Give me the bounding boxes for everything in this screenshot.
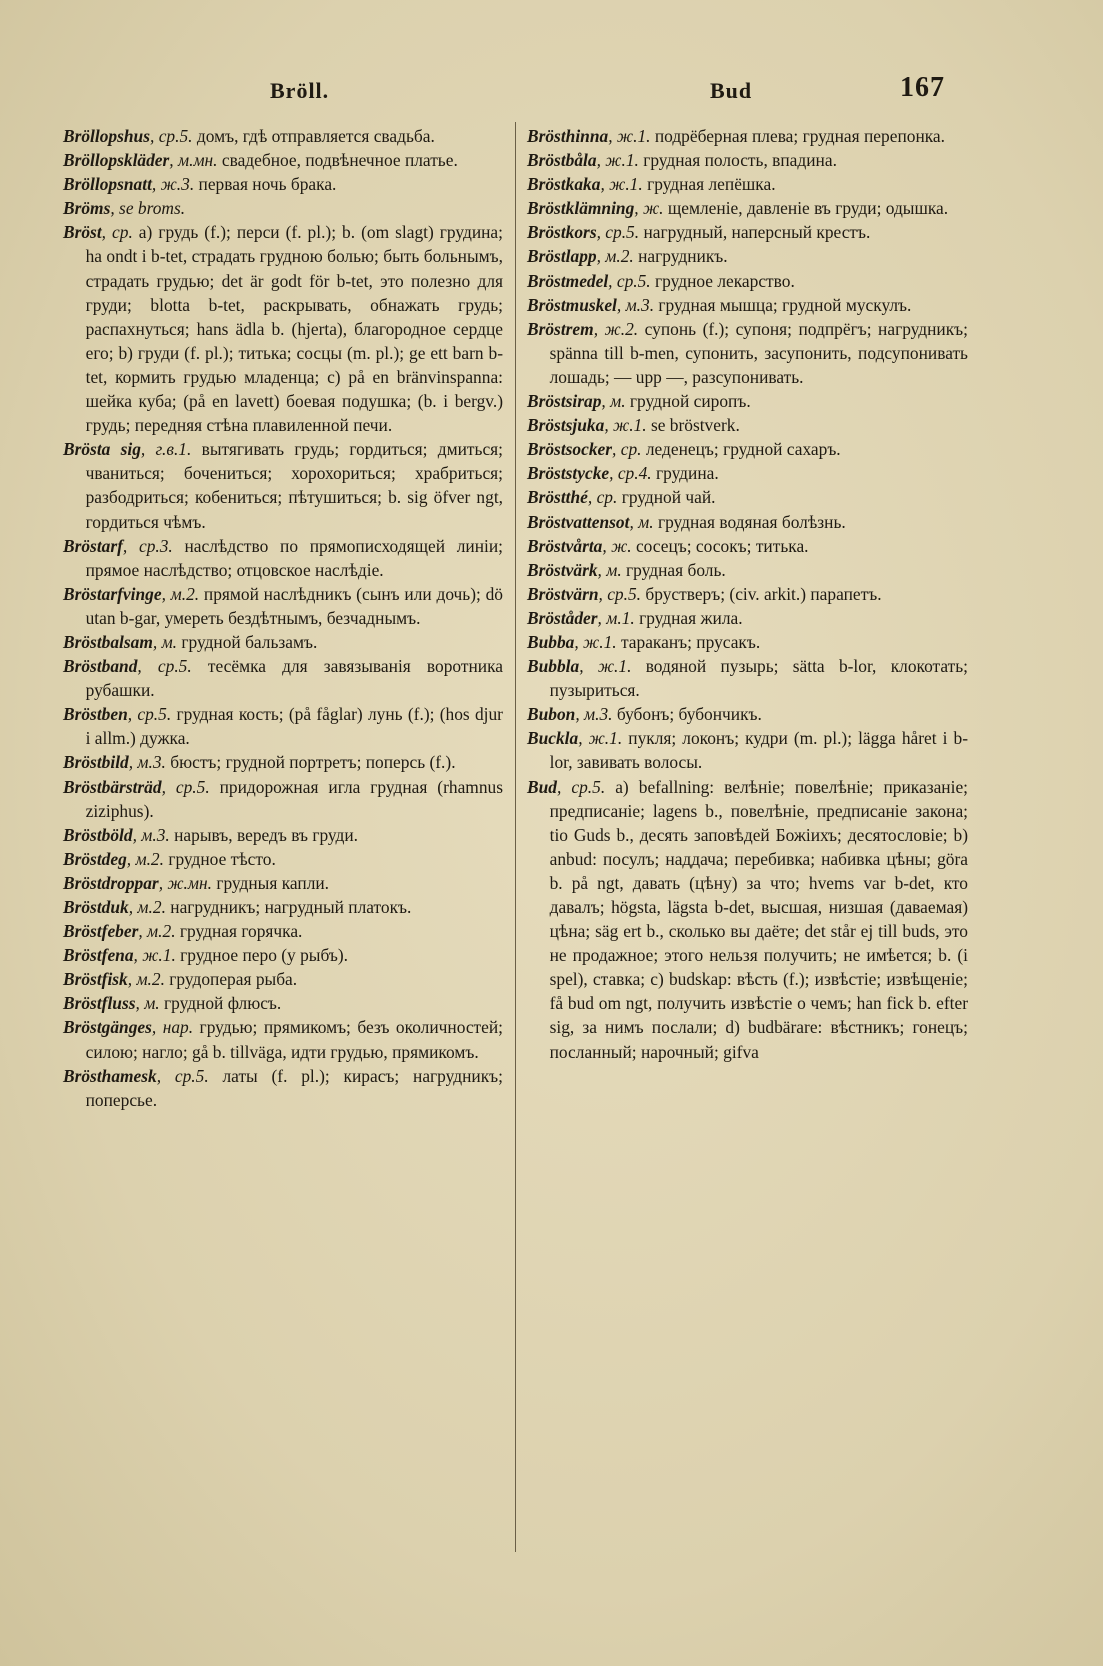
headword: Bröstarfvinge	[63, 583, 162, 604]
grammar-label: , ж.1.	[600, 174, 643, 195]
grammar-label: , м.3.	[616, 294, 655, 315]
dictionary-entry	[63, 1015, 503, 1063]
definition: грудная мышца; грудной мускулъ.	[654, 294, 912, 315]
headword: Bröstfisk	[63, 969, 128, 990]
right-column	[527, 124, 968, 1064]
headword: Bröstthé	[527, 487, 588, 508]
definition: водяной пузырь; sätta b-lor, клокотать; пузыриться.	[549, 656, 968, 701]
left-guide-word: Bröll.	[270, 78, 330, 103]
definition: брустверъ; (civ. arkit.) парапетъ.	[641, 583, 882, 604]
definition: супонь (f.); супоня; подпрёгъ; нагрудникъ; spänna till b-men, супонить, засупонить, подсупонивать лошадь; — upp —, разсупонивать.	[549, 318, 968, 387]
headword: Bröms	[63, 198, 111, 219]
definition: сосецъ; сосокъ; титька.	[631, 535, 809, 556]
headword: Bröstgänges	[63, 1017, 152, 1038]
dictionary-entry	[63, 847, 503, 871]
grammar-label: , ср.3.	[122, 535, 173, 556]
headword: Bröstfena	[63, 945, 134, 966]
dictionary-entry	[63, 1064, 503, 1112]
dictionary-entry	[527, 461, 968, 485]
definition: a) грудь (f.); перси (f. pl.); b. (om slagt) грудина; ha ondt i b-tet, страдать грудною болью; быть больнымъ, страдать грудью; det är godt för b-tet, это полезно для груди; blotta b-tet, раскрывать, обнажать грудь; распахнуться; hans ädla b. (hjerta), благородное сердце его; b) груди (f. pl.); титька; сосцы (m. pl.); ge ett barn b-tet, кормить грудью младенца; c) på en bränvinspanna: шейка куба; (på en lavett) боевая подушка; (b. i bergv.) грудь; передняя стѣна плавиленной печи.	[85, 222, 503, 436]
headword: Brösthamesk	[63, 1065, 157, 1086]
grammar-label: , м.	[629, 511, 654, 532]
dictionary-entry	[63, 702, 503, 750]
headword: Bröllopskläder	[63, 150, 170, 171]
headword: Bröstböld	[63, 824, 133, 845]
dictionary-entry	[63, 967, 503, 991]
definition: тараканъ; прусакъ.	[616, 631, 761, 652]
dictionary-entry	[63, 196, 503, 220]
dictionary-entry	[63, 775, 503, 823]
definition: грудная кость; (på fåglar) лунь (f.); (hos djur i allm.) дужка.	[85, 704, 503, 749]
headword: Bröllopshus	[63, 126, 150, 146]
definition: щемленіе, давленіе въ груди; одышка.	[663, 198, 949, 219]
headword: Bröstbalsam	[63, 631, 153, 652]
grammar-label: , ж.	[634, 198, 664, 219]
headword: Bröllopsnatt	[63, 174, 152, 195]
headword: Bröstkors	[527, 222, 597, 243]
grammar-label: , м.3.	[128, 752, 166, 773]
grammar-label: , ср.5.	[161, 776, 210, 797]
headword: Bröstmuskel	[527, 294, 617, 315]
dictionary-entry	[63, 124, 503, 148]
grammar-label: , нар.	[151, 1017, 194, 1038]
definition: бубонъ; бубончикъ.	[612, 704, 762, 725]
grammar-label: , ср.5.	[608, 270, 651, 291]
dictionary-entry	[63, 654, 503, 702]
headword: Bröstbild	[63, 752, 129, 773]
grammar-label: , ср.4.	[609, 463, 652, 484]
definition: грудная лепёшка.	[642, 174, 776, 195]
grammar-label: , м.2.	[127, 969, 165, 990]
dictionary-entry	[527, 775, 968, 1064]
grammar-label: , м.1.	[597, 607, 635, 628]
dictionary-entry	[63, 991, 503, 1015]
grammar-label: , ж.1.	[579, 656, 632, 677]
dictionary-entry	[527, 244, 968, 268]
dictionary-entry	[63, 148, 503, 172]
grammar-label: , ж.1.	[574, 631, 617, 652]
grammar-label: , м.2.	[596, 246, 634, 267]
grammar-label: , ср.5.	[156, 1065, 209, 1086]
dictionary-entry	[63, 630, 503, 654]
grammar-label: , ср.5.	[556, 776, 606, 797]
headword: Brösthinna	[527, 126, 609, 146]
headword: Bröststycke	[527, 463, 610, 484]
dictionary-entry	[63, 895, 503, 919]
grammar-label: , ж.1.	[608, 126, 651, 146]
dictionary-entry	[527, 726, 968, 774]
dictionary-entry	[527, 558, 968, 582]
headword: Bröstfluss	[63, 993, 136, 1014]
headword: Bröstvärk	[527, 559, 598, 580]
grammar-label: , ср.5.	[150, 126, 193, 146]
definition: нагрудный, наперсный крестъ.	[639, 222, 871, 243]
headword: Bröstduk	[63, 897, 129, 917]
dictionary-entry	[527, 269, 968, 293]
grammar-label: , ж.2.	[593, 318, 639, 339]
definition: грудью; прямикомъ; безъ околичностей; силою; нагло; gå b. tillväga, идти грудью, прямикомъ.	[85, 1017, 504, 1062]
dictionary-entry	[63, 919, 503, 943]
grammar-label: , м.	[135, 993, 160, 1014]
definition: a) befallning: велѣніе; повелѣніе; приказаніе; предписаніе; lagens b., повелѣніе, предписаніе закона; tio Guds b., десять заповѣдей Божіихъ; десятословіе; b) anbud: посулъ; наддача; перебивка; набивка цѣны; göra b. på ngt, давать (цѣну) за что; hvems var b-det, кто давалъ; högsta, lägsta b-det, высшая, низшая (даваемая) цѣна; säg ert b., сколько вы даёте; det står ej till buds, это не продажное; этого нельзя получить; не имѣется; b. (i spel), ставка; c) budskap: вѣсть (f.); извѣстіе; извѣщеніе; få bud om ngt, получить извѣстіе о чемъ; han fick b. efter sig, за нимъ послали; d) budbärare: вѣстникъ; гонецъ; посланный; нарочный; gifva	[549, 776, 968, 1062]
dictionary-entry	[63, 534, 503, 582]
dictionary-entry	[63, 220, 503, 437]
grammar-label: , ср.	[587, 487, 618, 508]
grammar-label: , ср.	[101, 222, 133, 243]
headword: Bröstben	[63, 704, 128, 725]
dictionary-entry	[527, 654, 968, 702]
definition: грудная горячка.	[175, 921, 303, 942]
grammar-label: , м.2.	[161, 583, 200, 604]
definition: грудной флюсъ.	[159, 993, 282, 1014]
dictionary-entry	[527, 606, 968, 630]
dictionary-entry	[527, 510, 968, 534]
definition: грудная боль.	[621, 559, 726, 580]
definition: грудная полость, впадина.	[638, 150, 837, 171]
grammar-label: , ж.1.	[596, 150, 639, 171]
grammar-label: , м.	[601, 391, 626, 412]
headword: Bröstband	[63, 656, 138, 677]
grammar-label: , ж.мн.	[158, 872, 212, 893]
headword: Bröstdroppar	[63, 872, 159, 893]
dictionary-entry	[527, 630, 968, 654]
dictionary-entry	[527, 389, 968, 413]
left-column	[63, 124, 503, 1112]
dictionary-entry	[527, 148, 968, 172]
definition: первая ночь брака.	[194, 174, 337, 195]
headword: Bröstlapp	[527, 246, 597, 267]
grammar-label: , se broms.	[110, 198, 186, 219]
headword: Bröstvattensot	[527, 511, 630, 532]
definition: нагрудникъ.	[633, 246, 728, 267]
headword: Bud	[527, 776, 557, 797]
headword: Bröstsjuka	[527, 415, 605, 436]
headword: Bröstsocker	[527, 439, 613, 460]
grammar-label: , м.	[152, 631, 178, 652]
definition: грудина.	[651, 463, 719, 484]
headword: Bubba	[527, 631, 575, 652]
headword: Bubon	[527, 704, 576, 725]
definition: грудной чай.	[617, 487, 716, 508]
definition: нарывъ, вередъ въ груди.	[169, 824, 359, 845]
dictionary-entry	[527, 220, 968, 244]
definition: пукля; локонъ; кудри (m. pl.); lägga håret i b-lor, завивать волосы.	[549, 728, 969, 773]
grammar-label: , м.3.	[575, 704, 613, 725]
dictionary-entry	[63, 437, 503, 533]
definition: грудное тѣсто.	[163, 848, 276, 869]
definition: подрёберная плева; грудная перепонка.	[650, 126, 946, 146]
grammar-label: , ср.	[612, 439, 642, 460]
grammar-label: , ср.5.	[137, 656, 192, 677]
headword: Bröståder	[527, 607, 598, 628]
dictionary-entry	[527, 317, 968, 389]
right-guide-word: Bud	[710, 78, 753, 103]
definition: домъ, гдѣ отправляется свадьба.	[192, 126, 435, 146]
headword: Bubbla	[527, 656, 580, 677]
grammar-label: , м.2.	[126, 848, 164, 869]
definition: грудная жила.	[634, 607, 743, 628]
headword: Bröstmedel	[527, 270, 609, 291]
grammar-label: , ж.1.	[133, 945, 176, 966]
definition: se bröstverk.	[646, 415, 740, 436]
grammar-label: , ср.5.	[127, 704, 172, 725]
headword: Bröstvårta	[527, 535, 603, 556]
definition: придорожная игла грудная (rhamnus ziziphus).	[85, 776, 503, 821]
headword: Bröstbärsträd	[63, 776, 162, 797]
grammar-label: , м.	[597, 559, 622, 580]
definition: грудной бальзамъ.	[177, 631, 318, 652]
column-divider	[515, 122, 516, 1552]
definition: грудоперая рыба.	[164, 969, 298, 990]
dictionary-entry	[63, 582, 503, 630]
grammar-label: , г.в.1.	[140, 439, 192, 460]
dictionary-entry	[527, 485, 968, 509]
definition: бюстъ; грудной портретъ; поперсь (f.).	[165, 752, 456, 773]
headword: Bröstrem	[527, 318, 594, 339]
dictionary-entry	[527, 293, 968, 317]
headword: Bröst	[63, 222, 102, 243]
headword: Bröstdeg	[63, 848, 127, 869]
dictionary-entry	[63, 943, 503, 967]
definition: грудное перо (у рыбъ).	[175, 945, 349, 966]
definition: нагрудникъ; нагрудный платокъ.	[165, 897, 412, 917]
dictionary-entry	[527, 437, 968, 461]
headword: Bröstklämning	[527, 198, 635, 219]
definition: вытягивать грудь; гордиться; дмиться; чваниться; бочениться; хорохориться; храбриться; разбодриться; кобениться; пѣтушиться; b. sig öfver ngt, гордиться чѣмъ.	[85, 439, 503, 532]
headword: Bröstsirap	[527, 391, 602, 412]
definition: тесёмка для завязыванія воротника рубашки.	[85, 656, 503, 701]
grammar-label: , ж.3.	[151, 174, 195, 195]
dictionary-entry	[527, 413, 968, 437]
dictionary-entry	[527, 702, 968, 726]
grammar-label: , м.2.	[138, 921, 176, 942]
headword: Bröstfeber	[63, 921, 139, 942]
definition: грудныя капли.	[211, 872, 330, 893]
grammar-label: , ж.1.	[578, 728, 623, 749]
grammar-label: , м.2.	[128, 897, 166, 917]
dictionary-entry	[527, 196, 968, 220]
grammar-label: , ж.1.	[604, 415, 647, 436]
dictionary-entry	[63, 871, 503, 895]
definition: грудное лекарство.	[650, 270, 795, 291]
headword: Buckla	[527, 728, 579, 749]
headword: Bröstkaka	[527, 174, 601, 195]
dictionary-entry	[63, 750, 503, 774]
grammar-label: , ср.5.	[598, 583, 642, 604]
grammar-label: , м.мн.	[169, 150, 218, 171]
definition: наслѣдство по прямописходящей линіи; прямое наслѣдство; отцовское наслѣдіе.	[85, 535, 503, 580]
definition: грудная водяная болѣзнь.	[653, 511, 846, 532]
dictionary-entry	[527, 172, 968, 196]
dictionary-entry	[527, 124, 968, 148]
dictionary-entry	[63, 823, 503, 847]
dictionary-entry	[63, 172, 503, 196]
headword: Bröstvärn	[527, 583, 599, 604]
definition: прямой наслѣдникъ (сынъ или дочь); dö utan b-gar, умереть бездѣтнымъ, безчаднымъ.	[85, 583, 503, 628]
definition: леденецъ; грудной сахаръ.	[641, 439, 841, 460]
dictionary-entry	[527, 582, 968, 606]
grammar-label: , ж.	[602, 535, 632, 556]
definition: грудной сиропъ.	[625, 391, 751, 412]
dictionary-entry	[527, 534, 968, 558]
definition: свадебное, подвѣнечное платье.	[217, 150, 458, 171]
headword: Brösta sig	[63, 439, 141, 460]
grammar-label: , ср.5.	[596, 222, 640, 243]
page-number: 167	[900, 72, 945, 103]
grammar-label: , м.3.	[132, 824, 170, 845]
definition: латы (f. pl.); кирасъ; нагрудникъ; поперсье.	[85, 1065, 503, 1110]
headword: Bröstarf	[63, 535, 123, 556]
headword: Bröstbåla	[527, 150, 597, 171]
